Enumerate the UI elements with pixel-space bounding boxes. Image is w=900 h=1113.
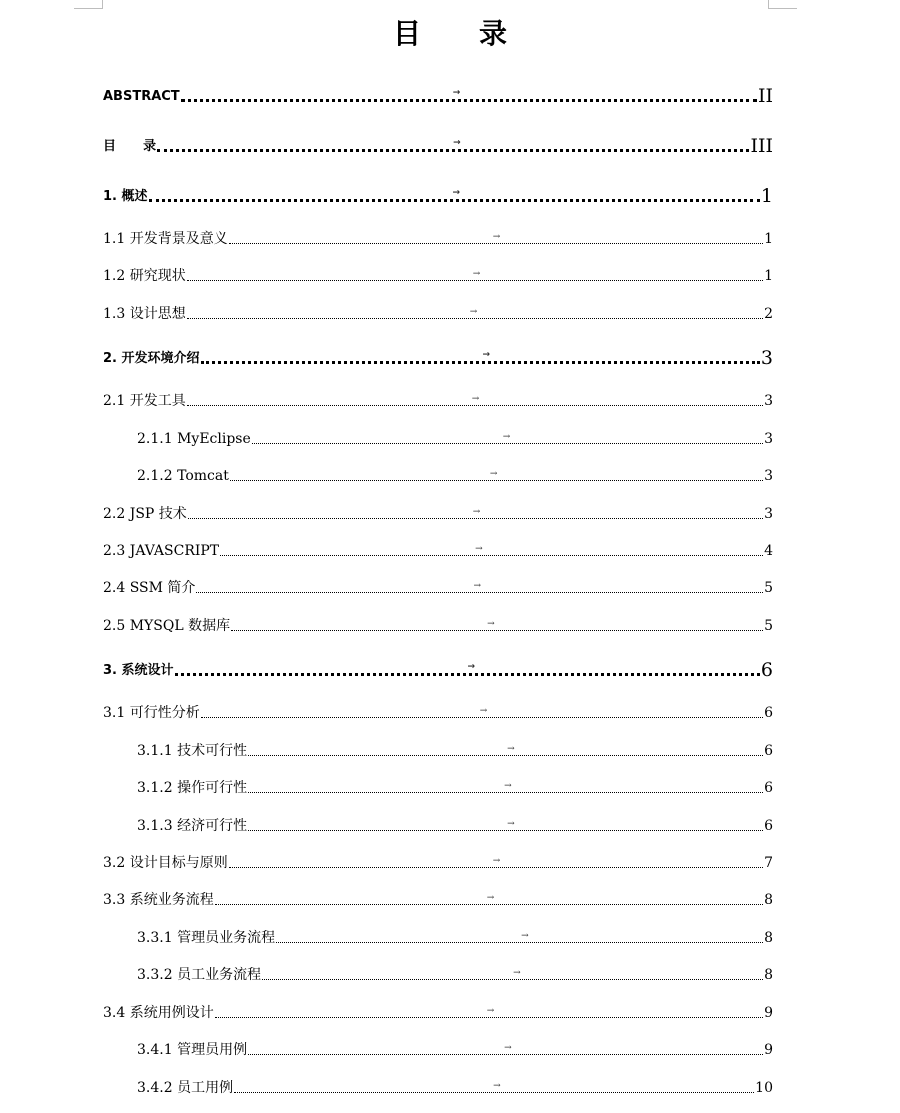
toc-entry-page-number: 7 bbox=[764, 855, 773, 871]
toc-entry-page-number: 3 bbox=[764, 393, 773, 409]
toc-dot-leader bbox=[149, 188, 760, 202]
toc-dot-leader bbox=[248, 1043, 763, 1055]
toc-entry-label: 3. 系统设计 bbox=[103, 663, 174, 678]
tab-arrow-icon: → bbox=[486, 1006, 495, 1016]
toc-entry-label: 2.1.1 MyEclipse bbox=[137, 431, 251, 447]
toc-entry-page-number: 9 bbox=[764, 1005, 773, 1021]
toc-entry[interactable] bbox=[103, 929, 773, 947]
toc-entry[interactable] bbox=[103, 891, 773, 909]
toc-entry[interactable] bbox=[103, 230, 773, 248]
toc-entry-label: 1.1 开发背景及意义 bbox=[103, 231, 228, 247]
toc-entry[interactable] bbox=[103, 305, 773, 323]
tab-arrow-icon: → bbox=[507, 819, 515, 829]
toc-dot-leader bbox=[187, 269, 763, 281]
toc-entry[interactable] bbox=[103, 704, 773, 722]
toc-entry[interactable] bbox=[103, 542, 773, 560]
toc-entry[interactable] bbox=[103, 267, 773, 285]
toc-entry[interactable] bbox=[103, 505, 773, 523]
toc-entry[interactable] bbox=[103, 136, 773, 156]
toc-entry-label: 2.4 SSM 简介 bbox=[103, 580, 196, 596]
tab-arrow-icon: → bbox=[521, 931, 529, 941]
toc-dot-leader bbox=[181, 88, 757, 102]
toc-dot-leader bbox=[276, 931, 763, 943]
toc-entry-page-number: 5 bbox=[764, 618, 773, 634]
toc-entry-page-number: 3 bbox=[764, 506, 773, 522]
toc-entry-label: 3.1.2 操作可行性 bbox=[137, 780, 248, 796]
toc-entry[interactable] bbox=[103, 186, 773, 206]
tab-arrow-icon: → bbox=[507, 744, 515, 754]
toc-entry-label: 1.3 设计思想 bbox=[103, 306, 186, 322]
toc-entry[interactable] bbox=[103, 430, 773, 448]
toc-dot-leader bbox=[201, 706, 763, 718]
toc-entry-label: 2.1 开发工具 bbox=[103, 393, 186, 409]
tab-arrow-icon: → bbox=[489, 469, 498, 479]
toc-entry-label: 2.3 JAVASCRIPT bbox=[103, 543, 220, 559]
toc-dot-leader bbox=[175, 662, 760, 676]
toc-entry-label: 3.4 系统用例设计 bbox=[103, 1005, 214, 1021]
toc-entry-page-number: 2 bbox=[764, 306, 773, 322]
toc-dot-leader bbox=[196, 581, 763, 593]
page-title-right: 录 bbox=[479, 17, 508, 50]
tab-arrow-icon: → bbox=[475, 544, 483, 554]
tab-arrow-icon: → bbox=[504, 781, 512, 791]
toc-entry[interactable] bbox=[103, 579, 773, 597]
toc-dot-leader bbox=[229, 232, 763, 244]
toc-entry[interactable] bbox=[103, 617, 773, 635]
toc-entry[interactable] bbox=[103, 742, 773, 760]
toc-dot-leader bbox=[220, 544, 763, 556]
toc-entry-page-number: 5 bbox=[764, 580, 773, 596]
tab-arrow-icon: → bbox=[453, 138, 461, 148]
toc-entry-page-number: 3 bbox=[764, 431, 773, 447]
toc-entry-label: 2. 开发环境介绍 bbox=[103, 351, 200, 366]
tab-arrow-icon: → bbox=[486, 893, 495, 903]
toc-entry-label: 3.1.1 技术可行性 bbox=[137, 743, 248, 759]
toc-entry[interactable] bbox=[103, 1079, 773, 1097]
toc-dot-leader bbox=[188, 507, 763, 519]
tab-arrow-icon: → bbox=[452, 88, 461, 98]
toc-entry-label: 3.2 设计目标与原则 bbox=[103, 855, 228, 871]
toc-entry-page-number: 6 bbox=[764, 780, 773, 796]
toc-entry-label: 1.2 研究现状 bbox=[103, 268, 186, 284]
toc-entry-page-number: III bbox=[750, 135, 773, 157]
toc-entry-label: 3.3 系统业务流程 bbox=[103, 892, 214, 908]
tab-arrow-icon: → bbox=[482, 350, 491, 360]
toc-entry-label: 3.3.2 员工业务流程 bbox=[137, 967, 262, 983]
toc-dot-leader bbox=[234, 1081, 754, 1093]
tab-arrow-icon: → bbox=[479, 706, 488, 716]
toc-entry-label: 2.1.2 Tomcat bbox=[137, 468, 229, 484]
toc-entry-page-number: 4 bbox=[764, 543, 773, 559]
toc-dot-leader bbox=[187, 394, 763, 406]
tab-arrow-icon: → bbox=[492, 856, 501, 866]
toc-entry[interactable] bbox=[103, 660, 773, 680]
toc-dot-leader bbox=[215, 893, 763, 905]
tab-arrow-icon: → bbox=[487, 619, 495, 629]
tab-arrow-icon: → bbox=[467, 662, 476, 672]
toc-entry-label: 3.1.3 经济可行性 bbox=[137, 818, 248, 834]
toc-dot-leader bbox=[248, 781, 763, 793]
page-title-left: 目 bbox=[392, 17, 421, 50]
toc-entry-page-number: 8 bbox=[764, 930, 773, 946]
toc-entry-page-number: 1 bbox=[764, 268, 773, 284]
page-corner-mark-right bbox=[768, 0, 797, 9]
toc-entry-label: 2.5 MYSQL 数据库 bbox=[103, 618, 231, 634]
toc-entry[interactable] bbox=[103, 1041, 773, 1059]
toc-entry-label: ABSTRACT bbox=[103, 89, 180, 104]
toc-entry-label: 目 录 bbox=[103, 139, 157, 154]
toc-entry-page-number: 6 bbox=[764, 705, 773, 721]
toc-entry-page-number: 3 bbox=[764, 468, 773, 484]
toc-entry-label: 1. 概述 bbox=[103, 189, 148, 204]
tab-arrow-icon: → bbox=[513, 968, 521, 978]
toc-entry-page-number: 10 bbox=[755, 1080, 773, 1096]
toc-entry-page-number: 6 bbox=[764, 743, 773, 759]
toc-dot-leader bbox=[215, 1006, 763, 1018]
toc-dot-leader bbox=[248, 819, 763, 831]
toc-dot-leader bbox=[230, 469, 763, 481]
toc-entry-label: 3.4.2 员工用例 bbox=[137, 1080, 234, 1096]
toc-entry-page-number: 3 bbox=[760, 347, 773, 369]
toc-entry-page-number: 8 bbox=[764, 892, 773, 908]
toc-entry[interactable] bbox=[103, 348, 773, 368]
toc-entry-page-number: 6 bbox=[764, 818, 773, 834]
page-title bbox=[0, 14, 900, 54]
page-corner-mark-left bbox=[74, 0, 103, 9]
tab-arrow-icon: → bbox=[504, 1043, 512, 1053]
tab-arrow-icon: → bbox=[473, 581, 481, 591]
toc-dot-leader bbox=[262, 968, 763, 980]
toc-entry-label: 3.3.1 管理员业务流程 bbox=[137, 930, 276, 946]
toc-entry[interactable] bbox=[103, 1004, 773, 1022]
toc-dot-leader bbox=[252, 432, 763, 444]
toc-dot-leader bbox=[201, 350, 760, 364]
tab-arrow-icon: → bbox=[471, 394, 480, 404]
toc-dot-leader bbox=[231, 619, 763, 631]
tab-arrow-icon: → bbox=[472, 507, 481, 517]
tab-arrow-icon: → bbox=[452, 188, 461, 198]
toc-entry[interactable] bbox=[103, 86, 773, 106]
tab-arrow-icon: → bbox=[469, 307, 478, 317]
toc-entry-page-number: II bbox=[757, 85, 773, 107]
toc-dot-leader bbox=[157, 138, 749, 152]
toc-dot-leader bbox=[248, 744, 763, 756]
toc-entry-page-number: 9 bbox=[764, 1042, 773, 1058]
toc-dot-leader bbox=[229, 856, 763, 868]
toc-entry[interactable] bbox=[103, 779, 773, 797]
tab-arrow-icon: → bbox=[472, 269, 481, 279]
tab-arrow-icon: → bbox=[502, 432, 511, 442]
toc-entry[interactable] bbox=[103, 854, 773, 872]
toc-entry-page-number: 6 bbox=[760, 659, 773, 681]
toc-entry[interactable] bbox=[103, 467, 773, 485]
toc-entry-label: 2.2 JSP 技术 bbox=[103, 506, 187, 522]
tab-arrow-icon: → bbox=[492, 232, 501, 242]
toc-entry-page-number: 1 bbox=[764, 231, 773, 247]
toc-entry-page-number: 1 bbox=[760, 185, 773, 207]
tab-arrow-icon: → bbox=[493, 1081, 501, 1091]
toc-entry[interactable] bbox=[103, 392, 773, 410]
toc-entry[interactable] bbox=[103, 817, 773, 835]
toc-entry-page-number: 8 bbox=[764, 967, 773, 983]
toc-entry[interactable] bbox=[103, 966, 773, 984]
toc-dot-leader bbox=[187, 307, 763, 319]
toc-entry-label: 3.1 可行性分析 bbox=[103, 705, 200, 721]
toc-entry-label: 3.4.1 管理员用例 bbox=[137, 1042, 248, 1058]
